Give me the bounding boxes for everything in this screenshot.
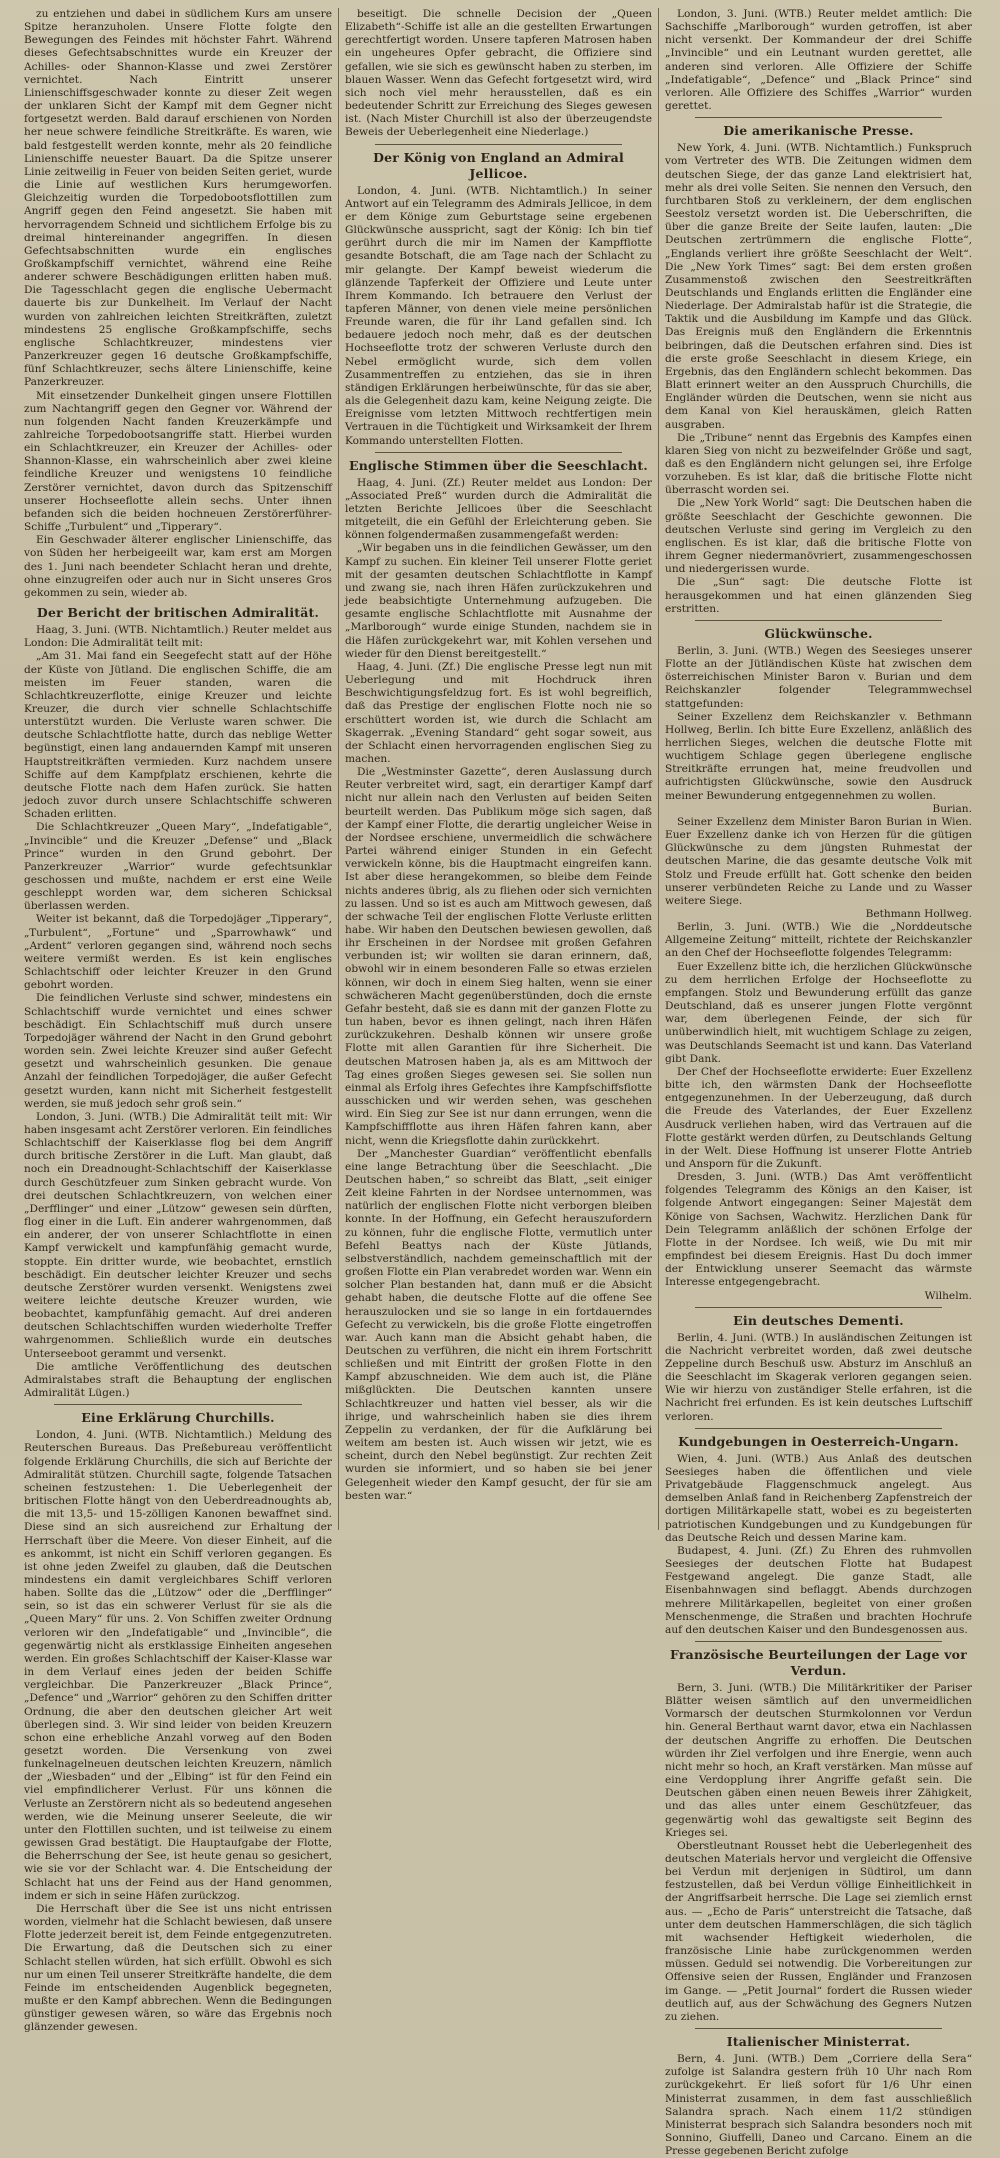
paragraph: Die „New York World“ sagt: Die Deutschen haben die größte Seeschlacht der Geschichte gewonnen. Die deutschen Verluste sind gering im Vergleich zu den englischen. Es ist klar, daß die britische Flotte von ihrem Gegner niedermanövriert, zusammengeschossen und niedergerissen wurde. [665, 497, 972, 576]
paragraph: Der „Manchester Guardian“ veröffentlicht ebenfalls eine lange Betrachtung über die Seeschlacht. „Die Deutschen haben,“ so schreibt das Blatt, „seit einiger Zeit kleine Fahrten in der Nordsee unternommen, was natürlich der englischen Flotte nicht verborgen bleiben konnte. In der Hoffnung, ein Gefecht herauszufordern zu können, fuhr die englische Flotte, vermutlich unter Befehl Beattys nach der Küste Jütlands, selbstverständlich, nachdem gemeinschaftlich mit der großen Flotte ein Plan verabredet worden war. Wenn ein solcher Plan bestanden hat, dann muß er die Absicht gehabt haben, die deutsche Flotte auf die offene See herauszulocken und sie so lange in ein fortdauerndes Gefecht zu verwickeln, bis die große Flotte eingetroffen war. Auch kann man die Absicht gehabt haben, die Deutschen zu verführen, die nicht ein ihrem Fortschritt schließen und mit Eintritt der großen Flotte in den Kampf abzuschneiden. Wie dem auch ist, die Pläne mißglückten. Die Deutschen kannten unsere Schlachtkreuzer und hatten viel besser, als wir die ihrige, und wahrscheinlich haben sie dies ihrem Zeppelin zu verdanken, der für die Aufklärung bei weitem am besten ist. Auch wissen wir jetzt, wie es scheint, durch den Nebel begünstigt. Zur rechten Zeit wurden sie informiert, und so haben sie bei jener Gelegenheit wieder den Kampf gesucht, der für sie am besten war.“ [345, 1147, 652, 1502]
column-middle [338, 8, 658, 1530]
paragraph: Haag, 4. Juni. (Zf.) Die englische Presse legt nun mit Ueberlegung und mit Hochdruck ihren Beschwichtigungsfeldzug fort. Es ist wohl begreiflich, daß das Prestige der englischen Flotte noch nie so erschüttert worden ist, wie durch die Schlacht am Skagerrak. „Evening Standard“ geht sogar soweit, aus der Schlacht einen hervorragenden englischen Sieg zu machen. [345, 660, 652, 765]
paragraph: Bern, 4. Juni. (WTB.) Dem „Corriere della Sera“ zufolge ist Salandra gestern früh 10 Uhr nach Rom zurückgekehrt. Er ließ sofort für 1/6 Uhr einen Ministerrat zusammen, in dem fast ausschließlich Salandra sprach. Nach einem 11/2 stündigen Ministerrat besprach sich Salandra besonders noch mit Sonnino, Giuffelli, Daneo und Carcano. Einem an die Presse gegebenen Bericht zufolge [665, 2053, 972, 2158]
paragraph: Die feindlichen Verluste sind schwer, mindestens ein Schlachtschiff wurde vernichtet und eines schwer beschädigt. Ein Schlachtschiff muß durch unsere Torpedojäger während der Nacht in den Grund gebohrt worden sein. Zwei leichte Kreuzer sind außer Gefecht gesetzt und wahrscheinlich gesunken. Die genaue Anzahl der feindlichen Torpedojäger, die außer Gefecht gesetzt wurden, kann nicht mit Sicherheit festgestellt werden, sie muß jedoch sehr groß sein.“ [24, 992, 332, 1110]
paragraph: Weiter ist bekannt, daß die Torpedojäger „Tipperary“, „Turbulent“, „Fortune“ und „Sparrowhawk“ und „Ardent“ verloren gegangen sind, während noch sechs weitere vermißt werden. Es ist kein englisches Schlachtschiff oder leichter Kreuzer in den Grund gebohrt worden. [24, 913, 332, 992]
paragraph: Berlin, 3. Juni. (WTB.) Wegen des Seesieges unserer Flotte an der Jütländischen Küste hat zwischen dem österreichischen Minister Baron v. Burian und dem Reichskanzler folgender Telegrammwechsel stattgefunden: [665, 644, 972, 710]
divider [695, 2028, 942, 2029]
paragraph: Berlin, 3. Juni. (WTB.) Wie die „Norddeutsche Allgemeine Zeitung“ mitteilt, richtete der Reichskanzler an den Chef der Hochseeflotte folgendes Telegramm: [665, 921, 972, 960]
paragraph: Haag, 4. Juni. (Zf.) Reuter meldet aus London: Der „Associated Preß“ wurden durch die Admiralität die letzten Berichte Jellicoes über die Seeschlacht mitgeteilt, die ein Gefühl der Erleichterung geben. Sie können folgendermaßen zusammengefaßt werden: [345, 476, 652, 542]
paragraph: London, 4. Juni. (WTB. Nichtamtlich.) In seiner Antwort auf ein Telegramm des Admirals Jellicoe, in dem er dem Könige zum Geburtstage seine ergebenen Glückwünsche ausspricht, sagt der König: Ich bin tief gerührt durch die mir im Namen der Kampfflotte gesandte Botschaft, die am Tage nach der Schlacht zu mir gelangte. Der Kampf beweist wiederum die glänzende Tapferkeit der Offiziere und Leute unter Ihrem Kommando. Ich betrauere den Verlust der tapferen Männer, von denen viele meine persönlichen Freunde waren, die für ihr Land gefallen sind. Ich bedauere jedoch noch mehr, daß es der deutschen Hochseeflotte trotz der schweren Verluste durch den Nebel ermöglicht wurde, sich dem vollen Zusammentreffen zu entziehen, das sie in ihren ständigen Erklärungen herbeiwünschte, für das sie aber, als die Gelegenheit dazu kam, keine Neigung zeigte. Die Ereignisse vom letzten Mittwoch rechtfertigen mein Vertrauen in die Tüchtigkeit und Wirksamkeit der Ihrem Kommando unterstellten Flotten. [345, 184, 652, 447]
divider [375, 452, 622, 453]
paragraph: Euer Exzellenz bitte ich, die herzlichen Glückwünsche zu dem herrlichen Erfolge der Hochseeflotte zu empfangen. Stolz und Bewunderung erfüllt das ganze Deutschland, daß es unserer jungen Flotte vergönnt war, dem überlegenen Feinde, der sich für unüberwindlich hielt, mit wuchtigem Schlage zu zeigen, was Deutschlands Seemacht ist und kann. Das Vaterland gibt Dank. [665, 960, 972, 1065]
headline-verdun: Französische Beurteilungen der Lage vor Verdun. [670, 1646, 967, 1678]
paragraph: Seiner Exzellenz dem Reichskanzler v. Bethmann Hollweg, Berlin. Ich bitte Eure Exzellenz, anläßlich des herrlichen Sieges, welchen die deutsche Flotte mit wuchtigem Schlage gegen überlegene englische Streitkräfte errungen hat, meine freudvollen und aufrichtigsten Glückwünsche, sowie den Ausdruck meiner Bewunderung entgegennehmen zu wollen. [665, 710, 972, 802]
headline-american-press: Die amerikanische Presse. [723, 123, 914, 139]
headline-king-jellicoe: Der König von England an Admiral Jellicoe. [373, 149, 624, 181]
article-continuation: London, 3. Juni. (WTB.) Reuter meldet amtlich: Die Sachschiffe „Marlborough“ wurden getroffen, ist aber nicht versenkt. Der Kommandeur der drei Schiffe „Invincible“ und ein Leutnant wurden gerettet, alle anderen sind verloren. Alle Offiziere der Schiffe „Indefatigable“, „Defence“ und „Black Prince“ sind verloren. Alle Offiziere des Schiffes „Warrior“ wurden gerettet. [665, 8, 972, 113]
signature: Burian. [932, 802, 972, 815]
headline-congratulations: Glückwünsche. [764, 625, 873, 641]
paragraph: Berlin, 4. Juni. (WTB.) In ausländischen Zeitungen ist die Nachricht verbreitet worden, daß zwei deutsche Zeppeline durch Beschuß usw. Absturz im Anschluß an die Seeschlacht im Skagerak verloren gegangen seien. Wie wir hierzu von zuständiger Stelle erfahren, ist die Nachricht frei erfunden. Es ist kein deutsches Luftschiff verloren. [665, 1331, 972, 1423]
divider [375, 144, 622, 145]
article-continuation: zu entziehen und dabei in südlichem Kurs am unsere Spitze heranzuholen. Unsere Flotte folgte den Bewegungen des Feindes mit höchster Fahrt. Während dieses Gefechtsabschnittes wurde ein Kreuzer der Achilles- oder Shannon-Klasse und zwei Zerstörer vernichtet. Nach Eintritt unserer Linienschiffsgeschwader konnte zu dieser Zeit wegen der unklaren Sicht der Kampf mit dem Gegner nicht fortgesetzt werden. Bald darauf erschienen von Norden her neue schwere feindliche Streitkräfte. Es waren, wie bald festgestellt werden konnte, mehr als 20 feindliche Linienschiffe neuester Bauart. Da die Spitze unserer Linie zeitweilig in Feuer von beiden Seiten geriet, wurde die Linie auf westlichen Kurs herumgeworfen. Gleichzeitig wurden die Torpedobootsflottillen zum Angriff gegen den Feind angesetzt. Sie haben mit hervorragendem Schneid und sichtlichem Erfolge bis zu dreimal hintereinander angegriffen. In diesen Gefechtsabschnitten wurde ein englisches Großkampfschiff vernichtet, während eine Reihe anderer schwere Beschädigungen erlitten haben muß. Die Tagesschlacht gegen die englische Uebermacht dauerte bis zur Dunkelheit. Im Verlauf der Nacht wurden von zahlreichen leichten Streitkräften, zuletzt mindestens 25 englische Großkampfschiffe, sechs englische Schlachtkreuzer, mindestens vier Panzerkreuzer gegen 16 deutsche Großkampfschiffe, fünf Schlachtkreuzer, sechs ältere Linienschiffe, keine Panzerkreuzer. [24, 8, 332, 389]
divider [695, 117, 942, 118]
column-left [18, 8, 338, 2034]
headline-churchill: Eine Erklärung Churchills. [81, 1410, 275, 1426]
paragraph: London, 4. Juni. (WTB. Nichtamtlich.) Meldung des Reuterschen Bureaus. Das Preßebureau veröffentlicht folgende Erklärung Churchills, die sich auf Berichte der Admiralität stützen. Churchill sagte, folgende Tatsachen scheinen festzustehen: 1. Die Ueberlegenheit der britischen Flotte hängt von den Ueberdreadnoughts ab, die mit 13,5- und 15-zölligen Kanonen bewaffnet sind. Diese sind an sich ausreichend zur Erhaltung der Herrschaft über die Meere. Von dieser Einheit, auf die es ankommt, ist nicht ein Schiff verloren gegangen. Es ist ohne jeden Zweifel zu glauben, daß die Deutschen mindestens ein damit vergleichbares Schiff verloren haben. Sollte das die „Lützow“ oder die „Derfflinger“ sein, so ist das ein schwerer Verlust für sie als die „Queen Mary“ für uns. 2. Von Schiffen zweiter Ordnung verloren wir den „Indefatigable“ und „Invincible“, die gegenwärtig nicht als erstklassige Einheiten angesehen werden. Ein großes Schlachtschiff der Kaiser-Klasse war in dem Verlauf eines jeden der beiden Schiffe vergleichbar. Die Panzerkreuzer „Black Prince“, „Defence“ und „Warrior“ gehören zu den Schiffen dritter Ordnung, die aber den deutschen gleicher Art weit überlegen sind. 3. Wir sind leider von beiden Kreuzern schon eine erhebliche Anzahl vorweg auf den Boden gesetzt worden. Die Versenkung von zwei funkelnagelneuen deutschen leichten Kreuzern, nämlich der „Wiesbaden“ und der „Elbing“ ist für den Feind ein viel empfindlicherer Verlust. Für uns können die Verluste an Zerstörern nicht als so bedeutend angesehen werden, wie die Meinung unserer Seeleute, die wir unter den Flottillen suchten, und ist teilweise zu einem gewissen Grad bestätigt. Die Hauptaufgabe der Flotte, die Beherrschung der See, ist heute genau so gesichert, wie sie vor der Schlacht war. 4. Die Entscheidung der Schlacht hat uns der Feind aus der Hand genommen, indem er sich in seine Häfen zurückzog. [24, 1429, 332, 1902]
signature: Wilhelm. [924, 1289, 972, 1302]
headline-english-voices: Englische Stimmen über die Seeschlacht. [349, 457, 648, 473]
paragraph: Wien, 4. Juni. (WTB.) Aus Anlaß des deutschen Seesieges haben die öffentlichen und viele Privatgebäude Flaggenschmuck angelegt. Aus demselben Anlaß fand in Reichenberg Zapfenstreich der dortigen Militärkapelle statt, wobei es zu begeisterten patriotischen Kundgebungen und zu Kundgebungen für das Deutsche Reich und dessen Marine kam. [665, 1452, 972, 1544]
paragraph: Die „Tribune“ nennt das Ergebnis des Kampfes einen klaren Sieg von nicht zu bezweifelnder Größe und sagt, daß es den Engländern nicht gelungen sei, ihre Erfolge vorzuheben. Es ist klar, daß die britische Flotte nicht überrascht worden sei. [665, 431, 972, 497]
headline-german-denial: Ein deutsches Dementi. [733, 1312, 904, 1328]
paragraph: Oberstleutnant Rousset hebt die Ueberlegenheit des deutschen Materials hervor und vergleicht die Offensive bei Verdun mit derjenigen in Südtirol, um dann festzustellen, daß bei Verdun völlige Einheitlichkeit in der Angriffsarbeit herrsche. Die Lage sei ziemlich ernst aus. — „Echo de Paris“ unterstreicht die Tatsache, daß unter dem deutschen Hammerschlägen, die sich täglich mit wachsender Heftigkeit wiederholen, die französische Linie habe zurückgenommen werden müssen. Geduld sei notwendig. Die Vorbereitungen zur Offensive seien der Russen, Engländer und Franzosen im Gange. — „Petit Journal“ fordert die Russen wieder deutlich auf, aus der Schwächung des Gegners Nutzen zu ziehen. [665, 1839, 972, 2023]
headline-austria-hungary: Kundgebungen in Oesterreich-Ungarn. [678, 1433, 959, 1449]
paragraph: Die Herrschaft über die See ist uns nicht entrissen worden, vielmehr hat die Schlacht bewiesen, daß unsere Flotte jederzeit bereit ist, dem Feinde entgegenzutreten. Die Erwartung, daß die Deutschen sich zu einer Schlacht stellen würden, hat sich erfüllt. Obwohl es sich nur um einen Teil unserer Streitkräfte handelte, die dem Feinde im entscheidenden Augenblick begegneten, mußte er den Kampf abbrechen. Wenn die Bedingungen günstiger gewesen wären, so wäre das Ergebnis noch glänzender gewesen. [24, 1902, 332, 2034]
paragraph: Die Schlachtkreuzer „Queen Mary“, „Indefatigable“, „Invincible“ und die Kreuzer „Defense“ und „Black Prince“ wurden in den Grund gebohrt. Der Panzerkreuzer „Warrior“ wurde gefechtsunklar geschossen und mußte, nachdem er erst eine Weile geschleppt worden war, dem sicheren Schicksal überlassen werden. [24, 821, 332, 913]
paragraph: Die amtliche Veröffentlichung des deutschen Admiralstabes straft die Behauptung der englischen Admiralität Lügen.) [24, 1360, 332, 1400]
paragraph: Bern, 3. Juni. (WTB.) Die Militärkritiker der Pariser Blätter weisen sämtlich auf den unvermeidlichen Vormarsch der deutschen Sturmkolonnen vor Verdun hin. General Berthaut warnt davor, etwa ein Nachlassen der deutschen Angriffe zu erhoffen. Die Deutschen würden ihr Ziel verfolgen und ihre Energie, wenn auch nicht mehr so hoch, an Kraft verstärken. Man müsse auf eine Verdopplung ihrer Angriffe gefaßt sein. Die Deutschen gäben einen neuen Beweis ihrer Zähigkeit, und das alles unter einem Geschützfeuer, das gegenwärtig wohl das gewaltigste seit Beginn des Krieges sei. [665, 1681, 972, 1839]
column-right [658, 8, 978, 2158]
dateline: Haag, 3. Juni. (WTB. Nichtamtlich.) Reuter meldet aus London: Die Admiralität teilt mit: [24, 624, 332, 650]
paragraph: Die „Westminster Gazette“, deren Auslassung durch Reuter verbreitet wird, sagt, ein derartiger Kampf darf nicht nur allein nach den Verlusten auf beiden Seiten beurteilt werden. Das Publikum möge sich sagen, daß der Kampf einer Flotte, die derartig ungleicher Weise in der Nordsee erschiene, unvermeidlich die schwächere Partei während einiger Stunden in ein Gefecht verwickeln könne, bis die Hauptmacht eingreifen kann. Ist aber diese herangekommen, so bleibe dem Feinde nichts anderes übrig, als zu fliehen oder sich vernichten zu lassen. Und so ist es auch am Mittwoch gewesen, daß der schwache Teil der englischen Flotte Verluste erlitten habe. Wir haben den Deutschen bewiesen gewollen, daß ihr Erscheinen in der Nordsee mit großen Gefahren verbunden ist; wir wollten sie daran erinnern, daß, obwohl wir in einem besonderen Falle so etwas erzielen können, wir doch in einem Sieg halten, wenn sie einer schwächeren Macht gegenüberstünden, doch die ernste Gefahr besteht, daß sie es dann mit der ganzen Flotte zu tun haben, bevor es ihnen gelingt, nach ihren Häfen zurückzukehren. Deshalb können wir unsere große Flotte mit allen Garantien für ihre Sicherheit. Die deutschen Matrosen haben ja, als es am Mittwoch der Tag eines großen Sieges gewesen sei. Sie sollen nun einmal als Erfolg ihres Gefechtes ihre Kampfschiffsflotte ausschicken und wir werden sehen, was geschehen wird. Ein Sieg zur See ist nur dann errungen, wenn die Kampfschiffflotte aus ihren Häfen fahren kann, aber nicht, wenn die Kriegsflotte dahin zurückkehrt. [345, 766, 652, 1147]
paragraph: Budapest, 4. Juni. (Zf.) Zu Ehren des ruhmvollen Seesieges der deutschen Flotte hat Budapest Festgewand angelegt. Die ganze Stadt, alle Eisenbahnwagen sind beflaggt. Abends durchzogen mehrere Militärkapellen, begleitet von einer großen Menschenmenge, die Straßen und brachten Hochrufe auf den deutschen Kaiser und den Bundesgenossen aus. [665, 1544, 972, 1636]
headline-italian-council: Italienischer Ministerrat. [726, 2034, 911, 2050]
paragraph: Mit einsetzender Dunkelheit gingen unsere Flottillen zum Nachtangriff gegen den Gegner vor. Während der nun folgenden Nacht fanden Kreuzerkämpfe und zahlreiche Torpedobootsangriffe statt. Hierbei wurden ein Schlachtkreuzer, ein Kreuzer der Achilles- oder Shannon-Klasse, ein wahrscheinlich aber zwei kleine feindliche Kreuzer und wenigstens 10 feindliche Zerstörer vernichtet, davon durch das Spitzenschiff unserer Hochseeflotte allein sechs. Unter ihnen befanden sich die beiden hochneuen Zerstörerführer-Schiffe „Turbulent“ und „Tipperary“. [24, 389, 332, 534]
paragraph: Der Chef der Hochseeflotte erwiderte: Euer Exzellenz bitte ich, den wärmsten Dank der Hochseeflotte entgegenzunehmen. In der Ueberzeugung, daß durch die Freude des Vaterlandes, der Euer Exzellenz Ausdruck verliehen haben, wird das Vertrauen auf die Flotte gestärkt werden dürfen, zu Deutschlands Geltung in der Welt. Diese Hoffnung ist unserer Flotte Antrieb und Ansporn für die Zukunft. [665, 1065, 972, 1170]
paragraph: Ein Geschwader älterer englischer Linienschiffe, das von Süden her herbeigeeilt war, kam erst am Morgen des 1. Juni nach beendeter Schlacht heran und drehte, ohne einzugreifen oder auch nur in Sicht unseres Gros gekommen zu sein, wieder ab. [24, 534, 332, 599]
divider [695, 620, 942, 621]
signature: Bethmann Hollweg. [865, 908, 972, 920]
divider [695, 1428, 942, 1429]
paragraph: „Am 31. Mai fand ein Seegefecht statt auf der Höhe der Küste von Jütland. Die englischen Schiffe, die am meisten im Feuer standen, waren die Schlachtkreuzerflotte, einige Kreuzer und leichte Kreuzer, die durch vier schnelle Schlachtschiffe unterstützt wurden. Die Verluste waren schwer. Die deutsche Schlachtflotte hatte, durch das neblige Wetter begünstigt, einen lang andauernden Kampf mit unseren Hauptstreitkräften vermieden. Kurz nachdem unsere Schiffe auf dem Kampfplatz erschienen, kehrte die deutsche Flotte nach dem Hafen zurück. Sie hatten jedoch zuvor durch unsere Schlachtschiffe schweren Schaden erlitten. [24, 650, 332, 821]
paragraph: London, 3. Juni. (WTB.) Die Admiralität teilt mit: Wir haben insgesamt acht Zerstörer verloren. Ein feindliches Schlachtschiff der Kaiserklasse flog bei dem Angriff durch britische Zerstörer in die Luft. Man glaubt, daß noch ein Dreadnought-Schlachtschiff der Kaiserklasse durch Geschützfeuer zum Sinken gebracht wurde. Von drei deutschen Schlachtkreuzern, von welchen einer „Derfflinger“ und einer „Lützow“ gewesen sein dürften, flog einer in die Luft. Ein anderer wahrgenommen, daß ein anderer, der von unserer Schlachtflotte in einen Kampf verwickelt und kampfunfähig gemacht wurde, stoppte. Ein dritter wurde, wie beobachtet, ernstlich beschädigt. Ein deutscher leichter Kreuzer und sechs deutsche Zerstörer wurden versenkt. Wenigstens zwei weitere leichte deutsche Kreuzer wurden, wie beobachtet, kampfunfähig gemacht. Auf drei anderen deutschen Schlachtschiffen wurden wiederholte Treffer wahrgenommen. Schließlich wurde ein deutsches Unterseeboot gerammt und versenkt. [24, 1110, 332, 1360]
paragraph: New York, 4. Juni. (WTB. Nichtamtlich.) Funkspruch vom Vertreter des WTB. Die Zeitungen widmen dem deutschen Siege, der das ganze Land elektrisiert hat, mehr als drei volle Seiten. Sie nennen den Versuch, den furchtbaren Stoß zu verkleinern, der dem englischen Seestolz versetzt worden ist. Die Ueberschriften, die über die ganze Breite der Seite laufen, lauten: „Die Deutschen zertrümmern die englische Flotte“, „Englands verliert ihre größte Seeschlacht der Welt“. Die „New York Times“ sagt: Bei dem ersten großen Zusammenstoß zwischen den Seestreitkräften Deutschlands und Englands erlitten die Engländer eine Niederlage. Der Admiralstab hafür ist die Strategie, die Taktik und die Ausbildung im Kampfe und das Glück. Das Ereignis muß den Engländern die Erkenntnis beibringen, daß die Deutschen erfahren sind. Dies ist die erste große Seeschlacht in diesem Kriege, ein Ergebnis, das den Engländern schlecht bekommen. Das Blatt erinnert weiter an den Ausspruch Churchills, die Engländer würden die Deutschen, wenn sie nicht aus dem Kanal von Kiel herauskämen, gleich Ratten ausgraben. [665, 142, 972, 431]
paragraph: „Wir begaben uns in die feindlichen Gewässer, um den Kampf zu suchen. Ein kleiner Teil unserer Flotte geriet mit der gesamten deutschen Schlachtflotte in Kampf und zwang sie, nach ihren Häfen zurückzukehren und jede beabsichtigte Unternehmung aufzugeben. Die gesamte englische Schlachtflotte mit Ausnahme der „Marlborough“ wurde einige Stunden, nachdem sie in die Häfen zurückgekehrt war, mit Kohlen versehen und wieder für den Dienst bereitgestellt.“ [345, 542, 652, 660]
paragraph: Dresden, 3. Juni. (WTB.) Das Amt veröffentlicht folgendes Telegramm des Königs an den Kaiser, ist folgende Antwort eingegangen: Seiner Majestät dem Könige von Sachsen, Wachwitz. Herzlichen Dank für Dein Telegramm anläßlich der schönen Erfolge der Flotte in der Nordsee. Ich weiß, wie Du mit mir empfindest bei diesem Ereignis. Hast Du doch immer der Entwicklung unserer Seemacht das wärmste Interesse entgegengebracht. [665, 1171, 972, 1289]
divider [695, 1307, 942, 1308]
paragraph: Seiner Exzellenz dem Minister Baron Burian in Wien. Euer Exzellenz danke ich von Herzen für die gütigen Glückwünsche zu dem jüngsten Ruhmestat der deutschen Marine, die das gesamte deutsche Volk mit Stolz und Freude erfüllt hat. Gott schenke den beiden unserer verbündeten Reiche zu Lande und zu Wasser weitere Siege. [665, 815, 972, 907]
paragraph: Die „Sun“ sagt: Die deutsche Flotte ist herausgekommen und hat einen glänzenden Sieg erstritten. [665, 576, 972, 615]
divider [695, 1641, 942, 1642]
article-continuation: beseitigt. Die schnelle Decision der „Queen Elizabeth“-Schiffe ist alle an die gestellten Erwartungen gerechtfertigt worden. Unsere tapferen Matrosen haben ein ungeheures Opfer gebracht, die Offiziere sind gefallen, wie sie sich es gewünscht haben zu sterben, im blauen Wasser. Wenn das Gefecht fortgesetzt wird, wird sich noch viel mehr herausstellen, daß es ein bedeutender Schritt zur Erreichung des Sieges gewesen ist. (Nach Mister Churchill ist also der überzeugendste Beweis der Ueberlegenheit eine Niederlage.) [345, 8, 652, 139]
divider [54, 1404, 302, 1405]
headline-british-admiralty: Der Bericht der britischen Admiralität. [36, 605, 320, 621]
